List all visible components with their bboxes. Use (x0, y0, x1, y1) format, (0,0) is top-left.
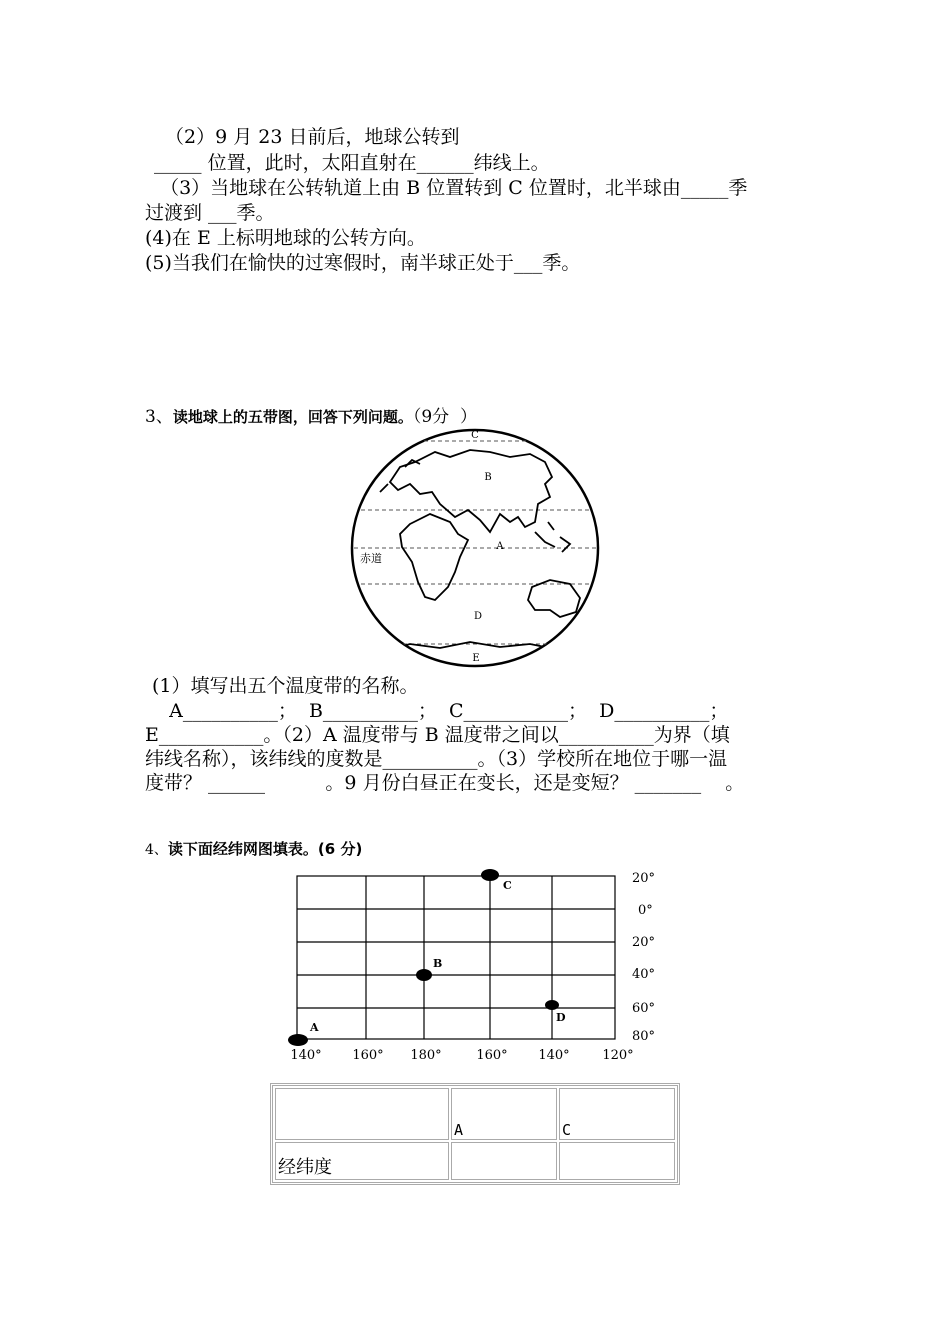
lat-label: 20° (632, 871, 656, 886)
lon-label: 160° (352, 1048, 384, 1063)
q2-line-3: （3）当地球在公转轨道上由 B 位置转到 C 位置时，北半球由_____季 (148, 177, 748, 199)
q2-line-2: _____ 位置，此时，太阳直射在______纬线上。 (148, 152, 550, 174)
table-row (275, 1088, 675, 1140)
lat-label: 20° (632, 935, 656, 950)
table-header-c: C (559, 1088, 675, 1140)
map-label-b: B (484, 472, 492, 483)
map-label-d: D (473, 611, 483, 622)
point-d-marker (545, 1000, 559, 1010)
map-label-e: E (472, 653, 480, 664)
point-a-label: A (310, 1021, 319, 1034)
lat-lon-grid (280, 862, 670, 1067)
five-zones-map (340, 422, 610, 672)
map-label-c: C (471, 430, 479, 441)
q3-part1: (1）填写出五个温度带的名称。 (152, 675, 419, 697)
answer-cell-a[interactable] (451, 1142, 557, 1180)
lat-label: 40° (632, 967, 656, 982)
point-c-label: C (503, 879, 512, 892)
lat-label: 0° (638, 903, 653, 918)
point-a-marker (288, 1034, 308, 1046)
q3-line-latitude: 纬线名称），该纬线的度数是__________。（3）学校所在地位于哪一温 (145, 748, 728, 770)
lon-label: 140° (290, 1048, 322, 1063)
grid-lines (297, 876, 615, 1039)
lon-label: 160° (476, 1048, 508, 1063)
q3-score: （9分 ） (412, 407, 477, 427)
table-header-a: A (451, 1088, 557, 1140)
answer-cell-c[interactable] (559, 1142, 675, 1180)
lat-labels (632, 871, 655, 1044)
lat-label: 60° (632, 1001, 656, 1016)
q2-line-5: (4)在 E 上标明地球的公转方向。 (145, 227, 426, 249)
lon-labels (290, 1048, 633, 1063)
table-row (275, 1142, 675, 1180)
q3-title: 读地球上的五带图，回答下列问题。 (172, 408, 413, 426)
lat-label: 80° (632, 1029, 656, 1044)
q3-number: 3、 (145, 407, 173, 427)
q4-number: 4、 (145, 842, 168, 858)
q2-line-6: (5)当我们在愉快的过寒假时，南半球正处于___季。 (145, 252, 581, 274)
lon-label: 180° (410, 1048, 442, 1063)
map-label-a: A (496, 541, 504, 552)
q3-line-e: E___________。（2）A 温度带与 B 温度带之间以__________为界（填 (145, 724, 730, 746)
point-b-label: B (433, 957, 443, 970)
lon-label: 140° (538, 1048, 570, 1063)
lon-label: 120° (602, 1048, 634, 1063)
point-c-marker (481, 869, 499, 881)
q2-line-1: （2）9 月 23 日前后，地球公转到 (165, 126, 460, 148)
answer-table (270, 1083, 680, 1185)
q3-line-school: 度带？ ______ 。9 月份白昼正在变长，还是变短？ _______ 。 (145, 772, 745, 794)
q3-blanks-a-d: A__________； B__________； C___________； D__________； (145, 700, 729, 722)
point-d-label: D (556, 1011, 566, 1024)
map-label-equator: 赤道 (360, 552, 382, 565)
q2-line-4: 过渡到 ___季。 (145, 202, 275, 224)
point-b-marker (416, 969, 432, 981)
q4-title: 读下面经纬网图填表。(6 分) (167, 840, 363, 858)
table-cell (275, 1088, 449, 1140)
q4-heading (145, 838, 362, 859)
table-row-label: 经纬度 (275, 1142, 449, 1180)
